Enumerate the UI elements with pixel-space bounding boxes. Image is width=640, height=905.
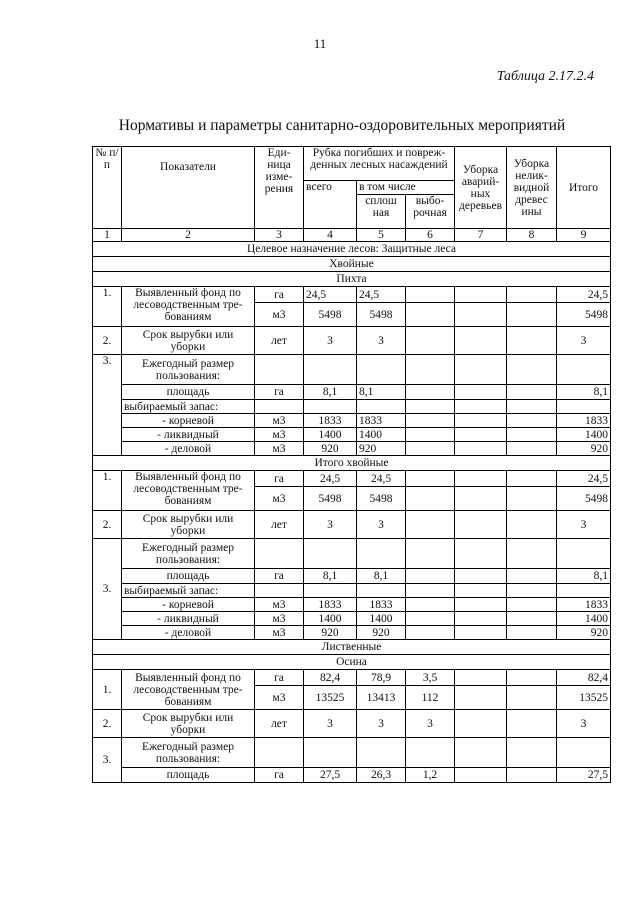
value-cell: 27,5 [557,768,611,783]
row-number: 3. [93,355,122,456]
value-cell: 920 [304,442,357,456]
value-cell: 5498 [304,303,357,327]
value-cell: 1833 [304,414,357,428]
value-cell [507,487,557,511]
table-row [93,584,611,598]
value-cell [507,710,557,738]
value-cell [406,569,455,584]
value-cell: 24,5 [304,471,357,487]
header-clear: сплош ная [357,195,406,229]
value-cell: 5498 [557,487,611,511]
table-row [93,710,611,738]
table-row [93,327,611,355]
unit-cell: га [255,287,304,303]
value-cell: 1400 [357,612,406,626]
value-cell: 24,5 [557,287,611,303]
header-indicators: Показатели [122,147,255,229]
table-row [93,612,611,626]
unit-cell: м3 [255,442,304,456]
value-cell: 3 [357,327,406,355]
value-cell: 1833 [304,598,357,612]
value-cell [406,612,455,626]
value-cell: 1400 [304,612,357,626]
col-num: 9 [557,229,611,242]
unit-cell: м3 [255,626,304,640]
value-cell: 112 [406,686,455,710]
value-cell [507,670,557,686]
value-cell: 5498 [304,487,357,511]
row-label: площадь [122,385,255,400]
value-cell: 1400 [557,428,611,442]
value-cell: 1833 [557,598,611,612]
value-cell: 920 [304,626,357,640]
row-number: 1. [93,471,122,511]
value-cell [455,686,507,710]
value-cell [455,612,507,626]
value-cell [507,442,557,456]
value-cell [406,471,455,487]
value-cell: 27,5 [304,768,357,783]
table-row [93,428,611,442]
value-cell: 3 [357,511,406,539]
value-cell: 3 [406,710,455,738]
value-cell: 8,1 [557,569,611,584]
row-label: Срок вырубки или уборки [122,710,255,738]
value-cell: 24,5 [357,471,406,487]
row-label: Ежегодный размер пользования: [122,738,255,768]
value-cell: 13525 [304,686,357,710]
value-cell: 1400 [557,612,611,626]
section-aspen: Осина [93,655,611,670]
value-cell [455,287,507,303]
value-cell [455,670,507,686]
value-cell [507,598,557,612]
value-cell [507,303,557,327]
row-label: Ежегодный размер пользования: [122,539,255,569]
value-cell: 8,1 [357,569,406,584]
value-cell [455,626,507,640]
table-title: Нормативы и параметры санитарно-оздоровительных мероприятий [118,117,566,134]
row-number: 2. [93,710,122,738]
value-cell: 24,5 [304,287,357,303]
value-cell: 82,4 [557,670,611,686]
unit-cell: лет [255,511,304,539]
value-cell [406,428,455,442]
row-label: Выявленный фонд по лесоводственным тре-бованиям [122,287,255,327]
section-conifers: Хвойные [93,257,611,272]
value-cell [455,327,507,355]
col-num: 6 [406,229,455,242]
unit-cell: м3 [255,303,304,327]
section-deciduous: Лиственные [93,640,611,655]
section-purpose: Целевое назначение лесов: Защитные леса [93,242,611,257]
value-cell [507,612,557,626]
row-number: 3. [93,738,122,783]
header-total: Итого [557,147,611,229]
row-label: Ежегодный размер пользования: [122,355,255,385]
section-total-conifers: Итого хвойные [93,456,611,471]
row-label: - деловой [122,442,255,456]
value-cell [507,385,557,400]
value-cell [455,428,507,442]
row-label: выбираемый запас: [122,400,255,414]
col-num: 7 [455,229,507,242]
row-label: Срок вырубки или уборки [122,511,255,539]
value-cell: 8,1 [557,385,611,400]
table-row [93,355,611,385]
table-row [93,511,611,539]
row-label: - ликвидный [122,612,255,626]
table-row [93,539,611,569]
unit-cell: м3 [255,487,304,511]
value-cell [455,414,507,428]
col-num: 3 [255,229,304,242]
value-cell: 1833 [357,598,406,612]
value-cell [455,598,507,612]
value-cell [455,385,507,400]
row-label: Выявленный фонд по лесоводственным тре-бованиям [122,471,255,511]
value-cell [455,569,507,584]
value-cell: 920 [357,626,406,640]
table-row [93,768,611,783]
row-number: 2. [93,327,122,355]
header-felling: Рубка погибших и повреж-денных лесных насаждений [304,147,455,181]
header-including: в том числе [357,181,455,195]
value-cell [507,287,557,303]
value-cell [455,487,507,511]
table-label: Таблица 2.17.2.4 [496,69,594,84]
value-cell: 1,2 [406,768,455,783]
value-cell [507,768,557,783]
row-label: площадь [122,569,255,584]
value-cell [455,303,507,327]
col-num: 8 [507,229,557,242]
value-cell [507,414,557,428]
row-number: 3. [93,539,122,640]
value-cell: 3 [557,327,611,355]
row-label: - корневой [122,414,255,428]
col-num: 5 [357,229,406,242]
value-cell: 8,1 [304,569,357,584]
value-cell: 920 [557,626,611,640]
col-num: 4 [304,229,357,242]
table-row [93,471,611,487]
row-label: Срок вырубки или уборки [122,327,255,355]
value-cell: 8,1 [304,385,357,400]
table-row [93,442,611,456]
value-cell: 13413 [357,686,406,710]
header-selective: выбо-рочная [406,195,455,229]
value-cell: 3,5 [406,670,455,686]
unit-cell: га [255,670,304,686]
value-cell: 3 [357,710,406,738]
unit-cell: га [255,471,304,487]
table-row [93,738,611,768]
value-cell: 3 [304,710,357,738]
page-number: 11 [313,36,327,51]
value-cell [455,442,507,456]
value-cell [406,598,455,612]
value-cell: 1400 [304,428,357,442]
row-label: - корневой [122,598,255,612]
value-cell [406,303,455,327]
value-cell: 24,5 [357,287,406,303]
unit-cell: га [255,768,304,783]
section-fir: Пихта [93,272,611,287]
unit-cell: м3 [255,414,304,428]
table-row [93,400,611,414]
value-cell [507,626,557,640]
value-cell: 1400 [357,428,406,442]
value-cell: 920 [557,442,611,456]
col-num: 1 [93,229,122,242]
value-cell [406,626,455,640]
value-cell: 3 [557,511,611,539]
row-label: выбираемый запас: [122,584,255,598]
header-all: всего [304,181,357,229]
row-label: Выявленный фонд по лесоводственным тре-бованиям [122,670,255,710]
row-label: - ликвидный [122,428,255,442]
header-emergency: Уборка аварий-ных деревьев [455,147,507,229]
value-cell: 8,1 [357,385,406,400]
value-cell: 1833 [357,414,406,428]
value-cell [406,327,455,355]
value-cell [406,287,455,303]
table-row [93,670,611,686]
table-row [93,385,611,400]
unit-cell: м3 [255,598,304,612]
table-row [93,287,611,303]
unit-cell: м3 [255,428,304,442]
unit-cell: га [255,385,304,400]
value-cell [455,768,507,783]
value-cell [455,471,507,487]
row-number: 1. [93,670,122,710]
value-cell [507,511,557,539]
row-label: - деловой [122,626,255,640]
unit-cell: лет [255,327,304,355]
row-number: 1. [93,287,122,327]
header-numbers-row [93,229,611,242]
value-cell: 5498 [557,303,611,327]
value-cell [507,428,557,442]
unit-cell: лет [255,710,304,738]
table-row [93,598,611,612]
unit-cell: га [255,569,304,584]
norms-table [92,146,611,783]
value-cell: 3 [557,710,611,738]
row-number: 2. [93,511,122,539]
value-cell [406,487,455,511]
col-num: 2 [122,229,255,242]
header-illiquid: Уборка нелик-видной древес ины [507,147,557,229]
value-cell [507,327,557,355]
value-cell [406,442,455,456]
value-cell [507,686,557,710]
value-cell: 5498 [357,303,406,327]
value-cell: 82,4 [304,670,357,686]
value-cell [507,471,557,487]
value-cell [406,414,455,428]
value-cell [455,511,507,539]
value-cell [406,511,455,539]
unit-cell: м3 [255,612,304,626]
value-cell: 1833 [557,414,611,428]
value-cell: 3 [304,327,357,355]
value-cell: 13525 [557,686,611,710]
header-unit: Еди-ница изме-рения [255,147,304,229]
value-cell: 26,3 [357,768,406,783]
header-num: № п/п [93,147,122,229]
value-cell [406,385,455,400]
value-cell [455,710,507,738]
value-cell: 78,9 [357,670,406,686]
row-label: площадь [122,768,255,783]
value-cell [507,569,557,584]
value-cell: 24,5 [557,471,611,487]
value-cell: 5498 [357,487,406,511]
table-row [93,626,611,640]
value-cell: 3 [304,511,357,539]
unit-cell: м3 [255,686,304,710]
table-row [93,414,611,428]
table-row [93,569,611,584]
value-cell: 920 [357,442,406,456]
